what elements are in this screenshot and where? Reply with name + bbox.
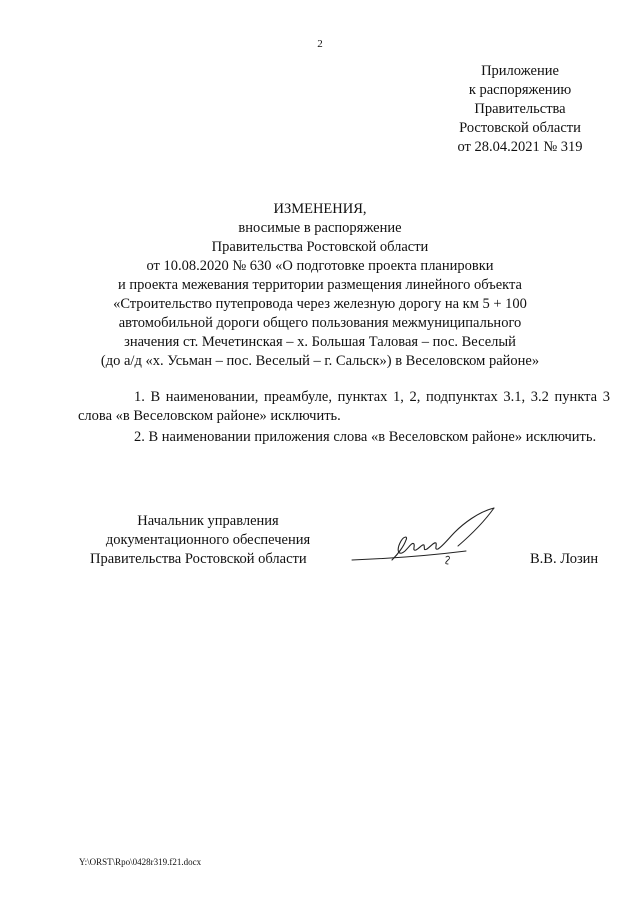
signer-name: В.В. Лозин — [530, 551, 599, 567]
file-path: Y:\ORST\Rpo\0428r319.f21.docx — [79, 857, 202, 867]
changes-title: ИЗМЕНЕНИЯ, — [273, 201, 367, 217]
signer-position-line: Правительства Ростовской области — [90, 551, 307, 567]
changes-heading — [90, 200, 550, 371]
signer-position-line: Начальник управления — [137, 513, 279, 529]
changes-line: (до а/д «х. Усьман – пос. Веселый – г. Сальск») в Веселовском районе» — [100, 353, 540, 369]
signer-position-line: документационного обеспечения — [105, 532, 311, 548]
body-item-1: 1. В наименовании, преамбуле, пунктах 1, 2, подпунктах 3.1, 3.2 пункта 3 слова «в Веселовском районе» исключить. — [78, 389, 610, 424]
appendix-line: Приложение — [481, 63, 559, 79]
changes-line: «Строительство путепровода через железную дорогу на км 5 + 100 — [113, 296, 527, 312]
appendix-line: от 28.04.2021 № 319 — [457, 139, 583, 155]
body-item-2: 2. В наименовании приложения слова «в Веселовском районе» исключить. — [134, 429, 597, 445]
handwritten-signature — [348, 502, 508, 576]
body-items — [78, 388, 610, 447]
page-number: 2 — [317, 38, 323, 50]
signer-position — [88, 512, 328, 569]
changes-line: и проекта межевания территории размещения линейного объекта — [118, 277, 522, 293]
changes-line: автомобильной дороги общего пользования межмуниципального — [118, 315, 522, 331]
changes-line: значения ст. Мечетинская – х. Большая Таловая – пос. Веселый — [124, 334, 516, 350]
appendix-line: Правительства — [474, 101, 566, 117]
appendix-line: к распоряжению — [468, 82, 572, 98]
appendix-line: Ростовской области — [459, 120, 581, 136]
changes-line: Правительства Ростовской области — [211, 239, 429, 255]
changes-line: от 10.08.2020 № 630 «О подготовке проекта планировки — [146, 258, 494, 274]
changes-line: вносимые в распоряжение — [238, 220, 402, 236]
appendix-block — [440, 62, 600, 157]
